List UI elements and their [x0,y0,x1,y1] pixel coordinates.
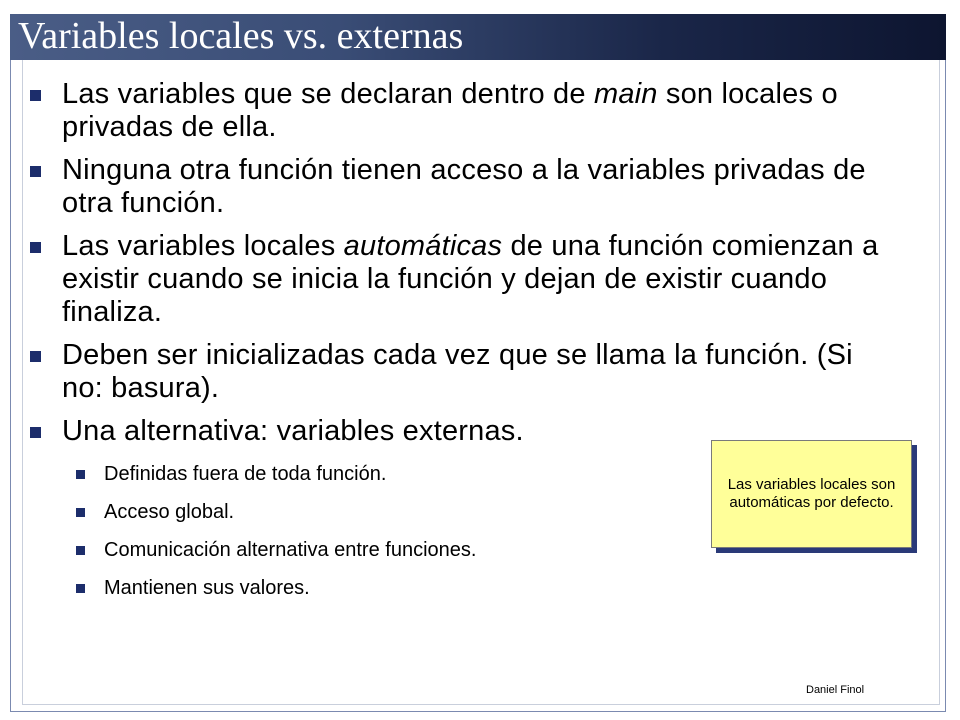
bullet-square-icon [30,90,41,101]
sub-bullet-square-icon [76,546,85,555]
callout-text: Las variables locales son automáticas por defecto. [727,476,896,511]
bullet-text: son locales o privadas de ella. [62,78,838,143]
author-footer: Daniel Finol [806,684,865,696]
bullet-text: Una alternativa: variables externas. [62,415,524,447]
bullet-item [30,78,900,144]
sub-bullet-text: Mantienen sus valores. [104,577,310,599]
bullet-square-icon [30,427,41,438]
bullet-text: Deben ser inicializadas cada vez que se llama la función. (Si no: basura). [62,339,853,404]
slide-title: Variables locales vs. externas [18,15,464,57]
sub-bullet-square-icon [76,508,85,517]
bullet-square-icon [30,166,41,177]
sub-bullet-square-icon [76,470,85,479]
sub-bullet-item [30,576,900,600]
bullet-text: de una función comienzan a existir cuando se inicia la función y dejan de existir cuando finaliza. [62,230,879,328]
callout-note [711,440,912,548]
sub-bullet-text: Definidas fuera de toda función. [104,463,387,485]
bullet-text: Ninguna otra función tienen acceso a la variables privadas de otra función. [62,154,866,219]
bullet-emphasis: main [593,78,658,110]
bullet-square-icon [30,242,41,253]
sub-bullet-square-icon [76,584,85,593]
bullet-text: Las variables locales [62,230,344,262]
bullet-item [30,339,900,405]
bullet-item [30,154,900,220]
sub-bullet-text: Acceso global. [104,501,235,523]
sub-bullet-text: Comunicación alternativa entre funciones. [104,539,477,561]
bullet-square-icon [30,351,41,362]
bullet-item [30,230,900,329]
bullet-text: Las variables que se declaran dentro de [62,78,594,110]
bullet-emphasis: automáticas [343,230,503,262]
